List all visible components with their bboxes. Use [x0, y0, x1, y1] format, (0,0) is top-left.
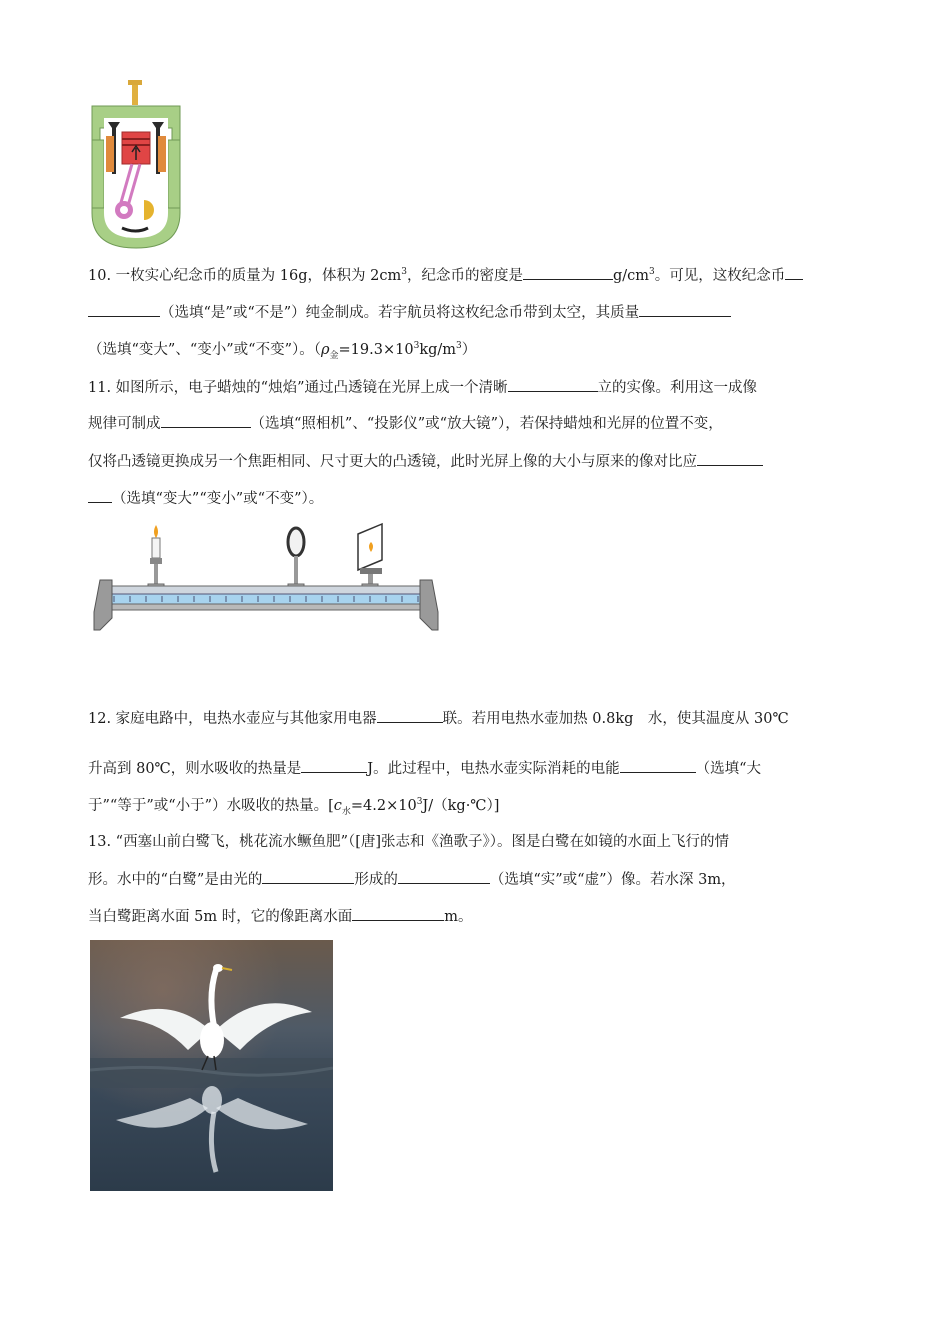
- q13-blank-light[interactable]: [262, 869, 354, 884]
- q12-blank-connection[interactable]: [377, 708, 443, 723]
- q11-line-3: 仅将凸透镜更换成另一个焦距相同、尺寸更大的凸透镜，此时光屏上像的大小与原来的像对比应: [88, 451, 763, 472]
- q11-line-4: （选填“变大”“变小”或“不变”）。: [88, 488, 323, 509]
- q12-blank-heat[interactable]: [301, 758, 367, 773]
- q12-line-1: 12. 家庭电路中，电热水壶应与其他家用电器 联。若用电热水壶加热 0.8kg 水，使其温度从 30℃: [88, 708, 789, 729]
- q13-blank-distance[interactable]: [352, 906, 444, 921]
- q13-blank-image-type[interactable]: [398, 869, 490, 884]
- q12-line-2: 升高到 80℃，则水吸收的热量是 J。此过程中，电热水壶实际消耗的电能 （选填“大: [88, 758, 761, 779]
- engine-diagram: [86, 78, 186, 250]
- q12-line-3: 于”“等于”或“小于”）水吸收的热量。$[c_水=4.2\times 10^3J/(kg\cdot℃)]$: [88, 797, 500, 817]
- q10-blank-density[interactable]: [523, 265, 613, 280]
- q10-blank-gold[interactable]: [88, 302, 160, 317]
- q11-blank-size-start[interactable]: [697, 451, 763, 466]
- q10-line-1: 10. 一枚实心纪念币的质量为 16g，体积为 $2cm^3$，纪念币的密度是 $g/cm^3$。可见，这枚纪念币: [88, 265, 803, 286]
- optical-bench-diagram: [90, 522, 442, 634]
- q11-line-2: 规律可制成 （选填“照相机”、“投影仪”或“放大镜”），若保持蜡烛和光屏的位置不变，: [88, 413, 723, 434]
- q11-line-1: 11. 如图所示，电子蜡烛的“烛焰”通过凸透镜在光屏上成一个清晰 立的实像。利用这一成像: [88, 377, 757, 398]
- q10-blank-mass[interactable]: [639, 302, 731, 317]
- q12-blank-compare[interactable]: [620, 758, 696, 773]
- q11-blank-device[interactable]: [161, 413, 251, 428]
- q10-line-2: （选填“是”或“不是”）纯金制成。若宇航员将这枚纪念币带到太空，其质量: [88, 302, 731, 323]
- q13-line-2: 形。水中的“白鹭”是由光的 形成的 （选填“实”或“虚”）像。若水深 3m，: [88, 869, 736, 890]
- q10-line-3: （选填“变大”、“变小”或“不变”）。$(\rho_金=19.3\times 10^3kg/m^3)$: [88, 341, 477, 361]
- q11-blank-orientation[interactable]: [508, 377, 598, 392]
- q11-blank-size[interactable]: [88, 488, 112, 503]
- q13-line-3: 当白鹭距离水面 5m 时，它的像距离水面 m。: [88, 906, 472, 927]
- egret-photo: [90, 940, 333, 1191]
- q13-line-1: 13. “西塞山前白鹭飞，桃花流水鳜鱼肥”（[唐]张志和《渔歌子》）。图是白鹭在如镜的水面上飞行的情: [88, 834, 730, 850]
- q10-blank-gold-start[interactable]: [785, 265, 803, 280]
